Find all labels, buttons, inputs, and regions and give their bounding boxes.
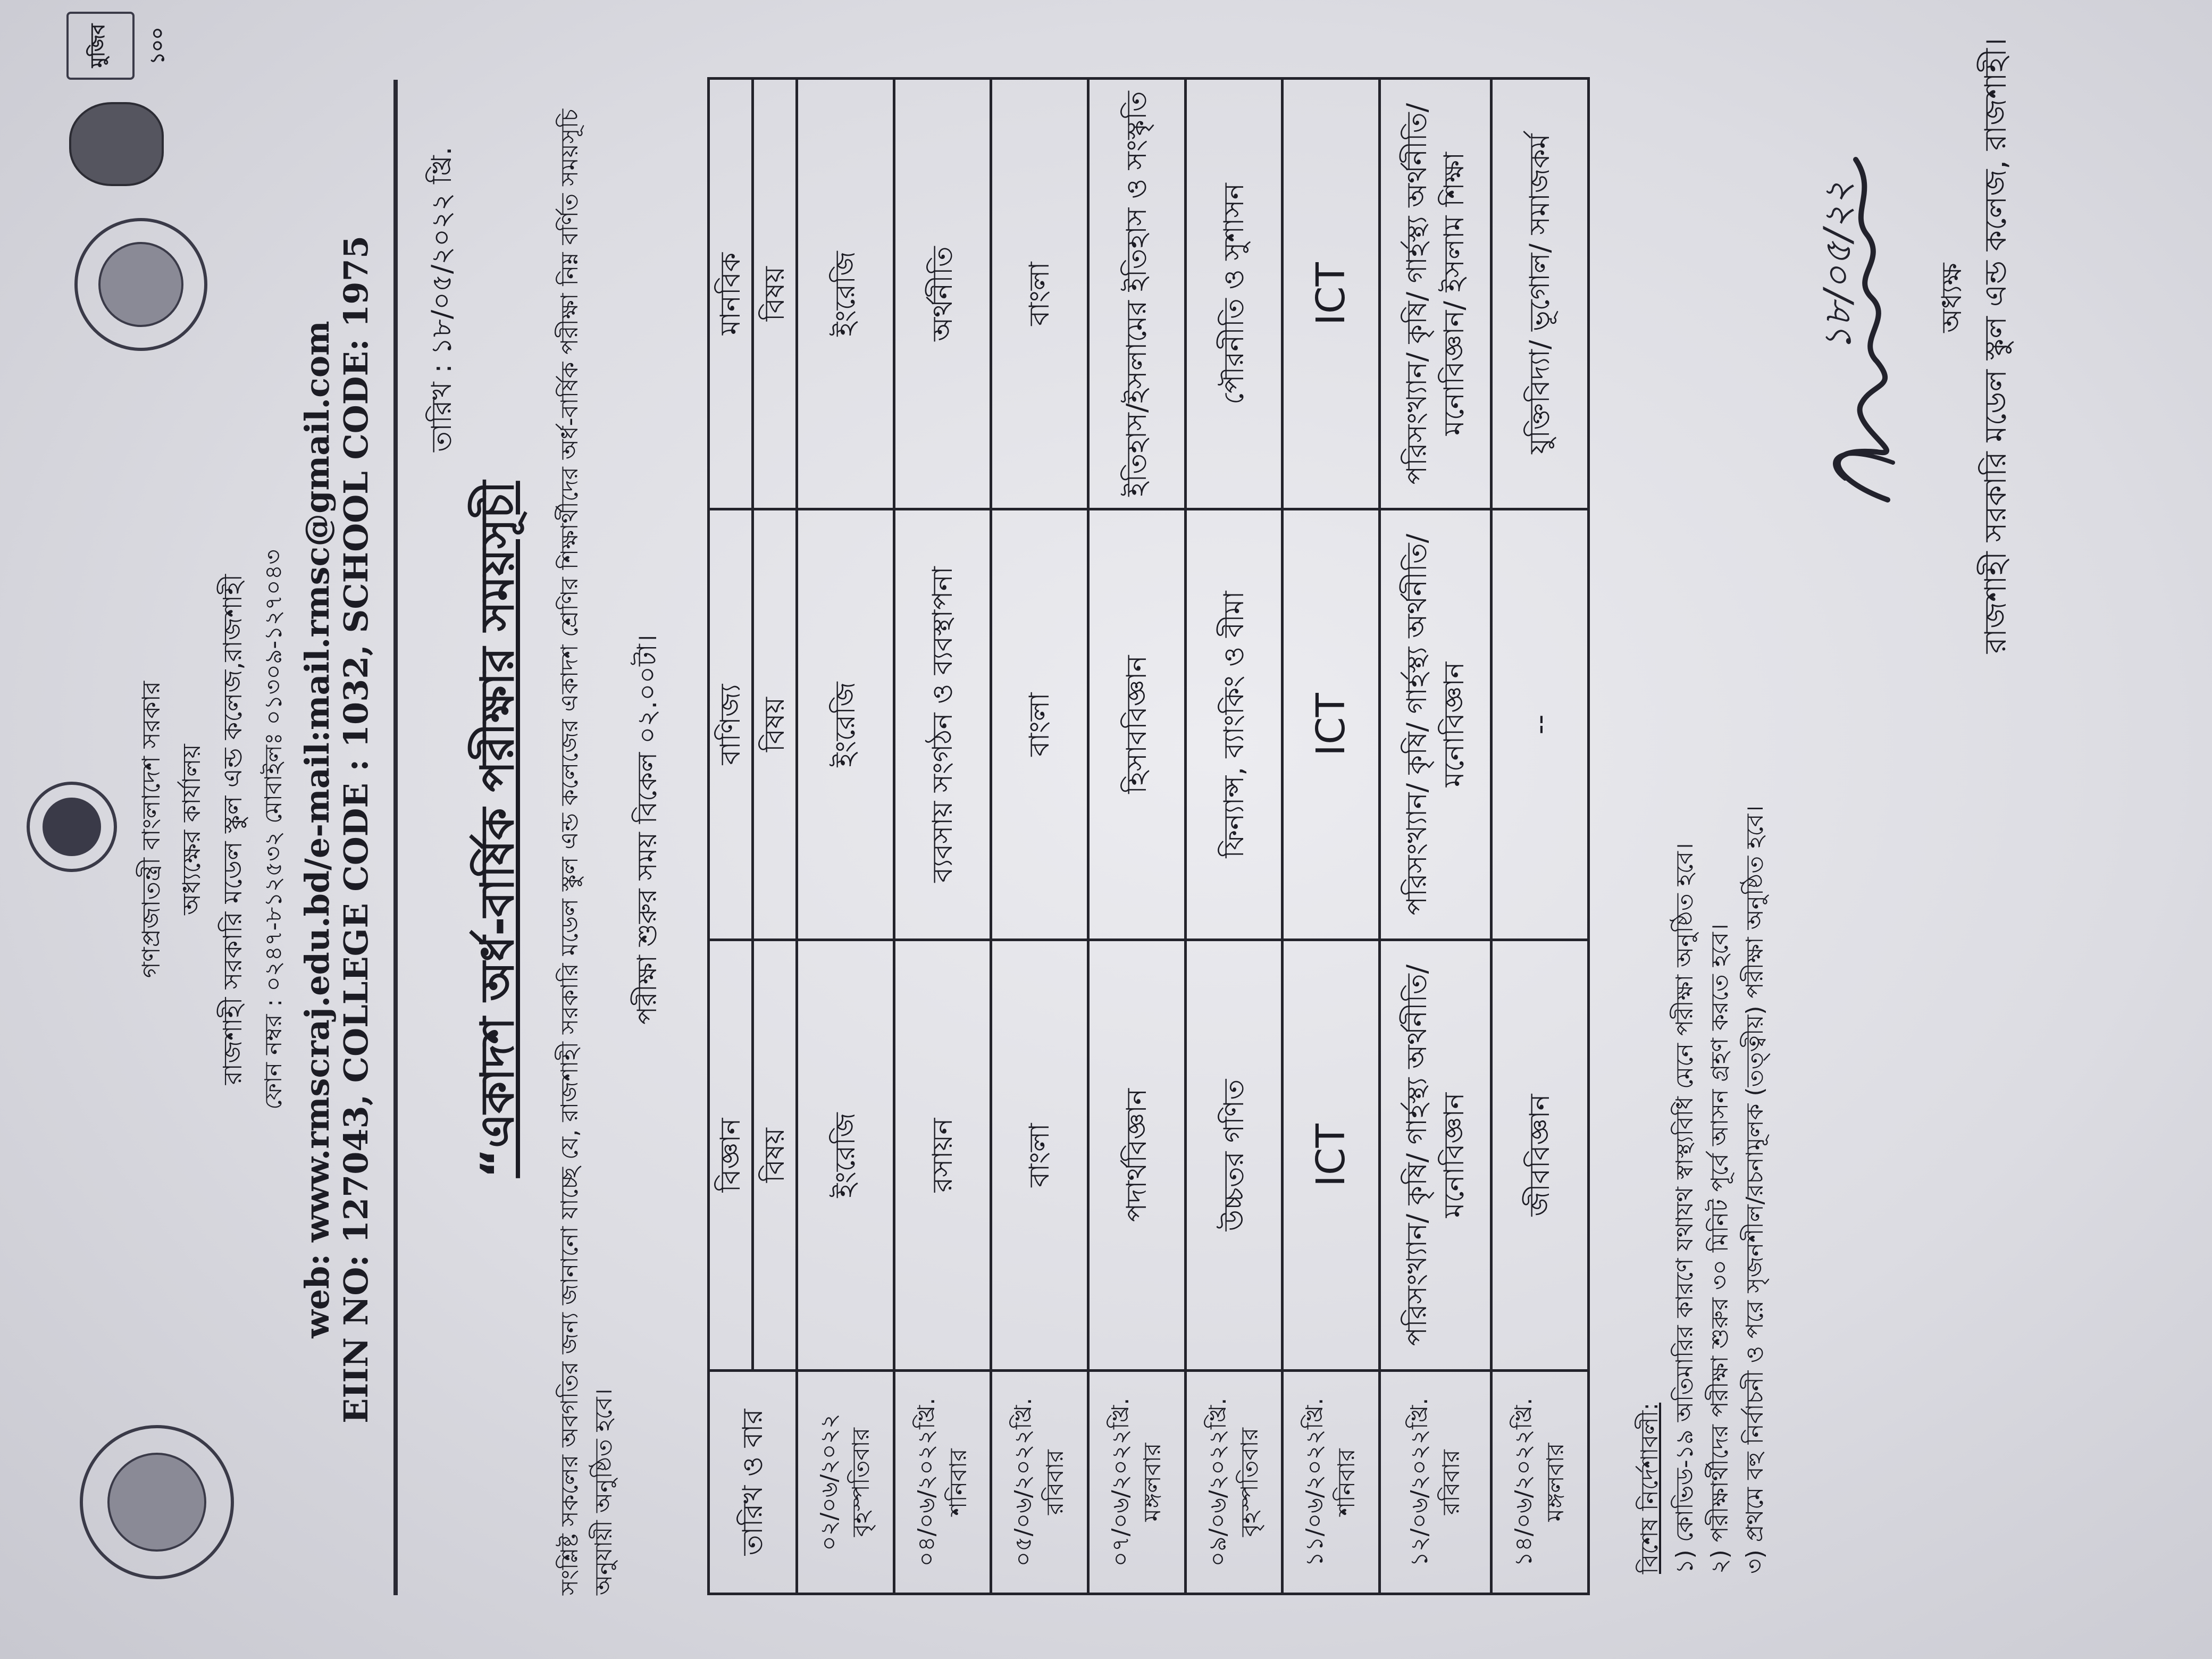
- humanities-subject-cell: ইংরেজি: [797, 79, 894, 509]
- header-divider: [393, 80, 398, 1595]
- date-cell: ০৫/০৬/২০২২খ্রি. রবিবার: [991, 1371, 1088, 1594]
- commerce-subject-label: বিষয়: [753, 509, 797, 940]
- humanities-subject-cell: বাংলা: [991, 79, 1088, 509]
- science-subject-cell: রসায়ন: [894, 940, 991, 1371]
- science-subject-cell: জীববিজ্ঞান: [1492, 940, 1589, 1371]
- signatory-organization: রাজশাহী সরকারি মডেল স্কুল এন্ড কলেজ, রাজশাহী।: [1979, 37, 2013, 654]
- table-subheader-row: [753, 79, 797, 1594]
- principal-signature: [1787, 138, 1925, 510]
- special-instructions: [1632, 85, 1773, 1574]
- govt-name: গণপ্রজাতন্ত্রী বাংলাদেশ সরকার: [137, 681, 165, 978]
- table-row: [1185, 79, 1283, 1594]
- codes-line: EIIN NO: 127043, COLLEGE CODE : 1032, SCHOOL CODE: 1975: [337, 236, 375, 1423]
- notice-intro: সংশ্লিষ্ট সকলের অবগতির জন্য জানানো যাচ্ছে যে, রাজশাহী সরকারি মডেল স্কুল এন্ড কলেজের একাদশ শ্রেণির শিক্ষার্থীদের অর্ধ-বার্ষিক পরীক্ষা নিম্ন বর্ণিত সময়সূচি অনুযায়ী অনুষ্ঠিত হবে।: [556, 108, 617, 1595]
- humanities-group-header: মানবিক: [709, 79, 753, 509]
- notice-document: [16, 5, 2196, 1654]
- table-row: [1088, 79, 1186, 1594]
- commerce-group-header: বাণিজ্য: [709, 509, 753, 940]
- science-group-header: বিজ্ঞান: [709, 940, 753, 1371]
- humanities-subject-cell: পৌরনীতি ও সুশাসন: [1185, 79, 1283, 509]
- signatory-title: অধ্যক্ষ: [1936, 263, 1968, 333]
- date-cell: ০৯/০৬/২০২২খ্রি. বৃহস্পতিবার: [1185, 1371, 1283, 1594]
- humanities-subject-cell: অর্থনীতি: [894, 79, 991, 509]
- notice-title: “একাদশ অর্ধ-বার্ষিক পরীক্ষার সময়সূচী: [471, 481, 524, 1178]
- science-subject-cell: উচ্চতর গণিত: [1185, 940, 1283, 1371]
- commerce-subject-cell: ব্যবসায় সংগঠন ও ব্যবস্থাপনা: [894, 509, 991, 940]
- mujib-100-badge: মুজিব ১০০: [66, 12, 135, 80]
- science-subject-cell: ইংরেজি: [797, 940, 894, 1371]
- contact-line: ফোন নম্বর : ০২৪৭-৮১২৫৩২ মোবাইলঃ ০১৩০৯-১২৭০৪৩: [260, 549, 287, 1110]
- science-subject-label: বিষয়: [753, 940, 797, 1371]
- instruction-item: ১) কোভিড-১৯ অতিমারির কারণে যথাযথ স্বাস্থ্যবিধি মেনে পরীক্ষা অনুষ্ঠিত হবে।: [1671, 843, 1698, 1574]
- science-subject-cell: ICT: [1283, 940, 1380, 1371]
- date-cell: ০২/০৬/২০২২ বৃহস্পতিবার: [797, 1371, 894, 1594]
- table-header-row: [709, 79, 753, 1594]
- date-cell: ০৪/০৬/২০২২খ্রি. শনিবার: [894, 1371, 991, 1594]
- commerce-subject-cell: --: [1492, 509, 1589, 940]
- office-name: অধ্যক্ষের কার্যালয়: [177, 744, 206, 915]
- table-row: [991, 79, 1088, 1594]
- table-row: [894, 79, 991, 1594]
- table-row: [797, 79, 894, 1594]
- date-cell: ০৭/০৬/২০২২খ্রি. মঙ্গলবার: [1088, 1371, 1186, 1594]
- commerce-subject-cell: ICT: [1283, 509, 1380, 940]
- table-row: [1283, 79, 1380, 1594]
- science-subject-cell: বাংলা: [991, 940, 1088, 1371]
- humanities-subject-cell: পরিসংখ্যান/ কৃষি/ গার্হস্থ্য অর্থনীতি/ মনোবিজ্ঞান/ ইসলাম শিক্ষা: [1380, 79, 1492, 509]
- humanities-subject-cell: ইতিহাস/ইসলামের ইতিহাস ও সংস্কৃতি: [1088, 79, 1186, 509]
- date-cell: ১১/০৬/২০২২খ্রি. শনিবার: [1283, 1371, 1380, 1594]
- date-cell: ১২/০৬/২০২২খ্রি. রবিবার: [1380, 1371, 1492, 1594]
- letterhead: [133, 165, 375, 1494]
- humanities-subject-label: বিষয়: [753, 79, 797, 509]
- institution-name: রাজশাহী সরকারি মডেল স্কুল এন্ড কলেজ,রাজশাহী: [218, 574, 248, 1085]
- date-cell: ১৪/০৬/২০২২খ্রি. মঙ্গলবার: [1492, 1371, 1589, 1594]
- svg-text:১৮/০৫/২২: ১৮/০৫/২২: [1816, 181, 1859, 351]
- table-row: [1492, 79, 1589, 1594]
- instruction-item: ৩) প্রথমে বহু নির্বাচনী ও পরে সৃজনশীল/রচনামূলক (তত্ত্বীয়) পরীক্ষা অনুষ্ঠিত হবে।: [1741, 805, 1769, 1574]
- exam-start-time: পরীক্ষা শুরুর সময় বিকেল ০২.০০টা।: [632, 634, 663, 1025]
- commerce-subject-cell: পরিসংখ্যান/ কৃষি/ গার্হস্থ্য অর্থনীতি/মনোবিজ্ঞান: [1380, 509, 1492, 940]
- commerce-subject-cell: ফিন্যান্স, ব্যাংকিং ও বীমা: [1185, 509, 1283, 940]
- science-subject-cell: পদার্থবিজ্ঞান: [1088, 940, 1186, 1371]
- instructions-heading: বিশেষ নির্দেশাবলী:: [1636, 1402, 1663, 1574]
- humanities-subject-cell: ICT: [1283, 79, 1380, 509]
- instruction-item: ২) পরীক্ষার্থীদের পরীক্ষা শুরুর ৩০ মিনিট পূর্বে আসন গ্রহণ করতে হবে।: [1706, 924, 1733, 1574]
- commerce-subject-cell: বাংলা: [991, 509, 1088, 940]
- commerce-subject-cell: ইংরেজি: [797, 509, 894, 940]
- table-row: [1380, 79, 1492, 1594]
- web-email-line: web: www.rmscraj.edu.bd/e-mail:mail.rmsc@gmail.com: [298, 321, 337, 1338]
- commerce-subject-cell: হিসাববিজ্ঞান: [1088, 509, 1186, 940]
- science-subject-cell: পরিসংখ্যান/ কৃষি/ গার্হস্থ্য অর্থনীতি/মনোবিজ্ঞান: [1380, 940, 1492, 1371]
- humanities-subject-cell: যুক্তিবিদ্যা/ ভূগোল/ সমাজকর্ম: [1492, 79, 1589, 509]
- exam-schedule-table: [707, 77, 1590, 1595]
- government-seal-icon: [27, 782, 117, 872]
- notice-date: তারিখ : ১৮/০৫/২০২২ খ্রি.: [426, 146, 458, 452]
- date-column-header: তারিখ ও বার: [709, 1371, 797, 1594]
